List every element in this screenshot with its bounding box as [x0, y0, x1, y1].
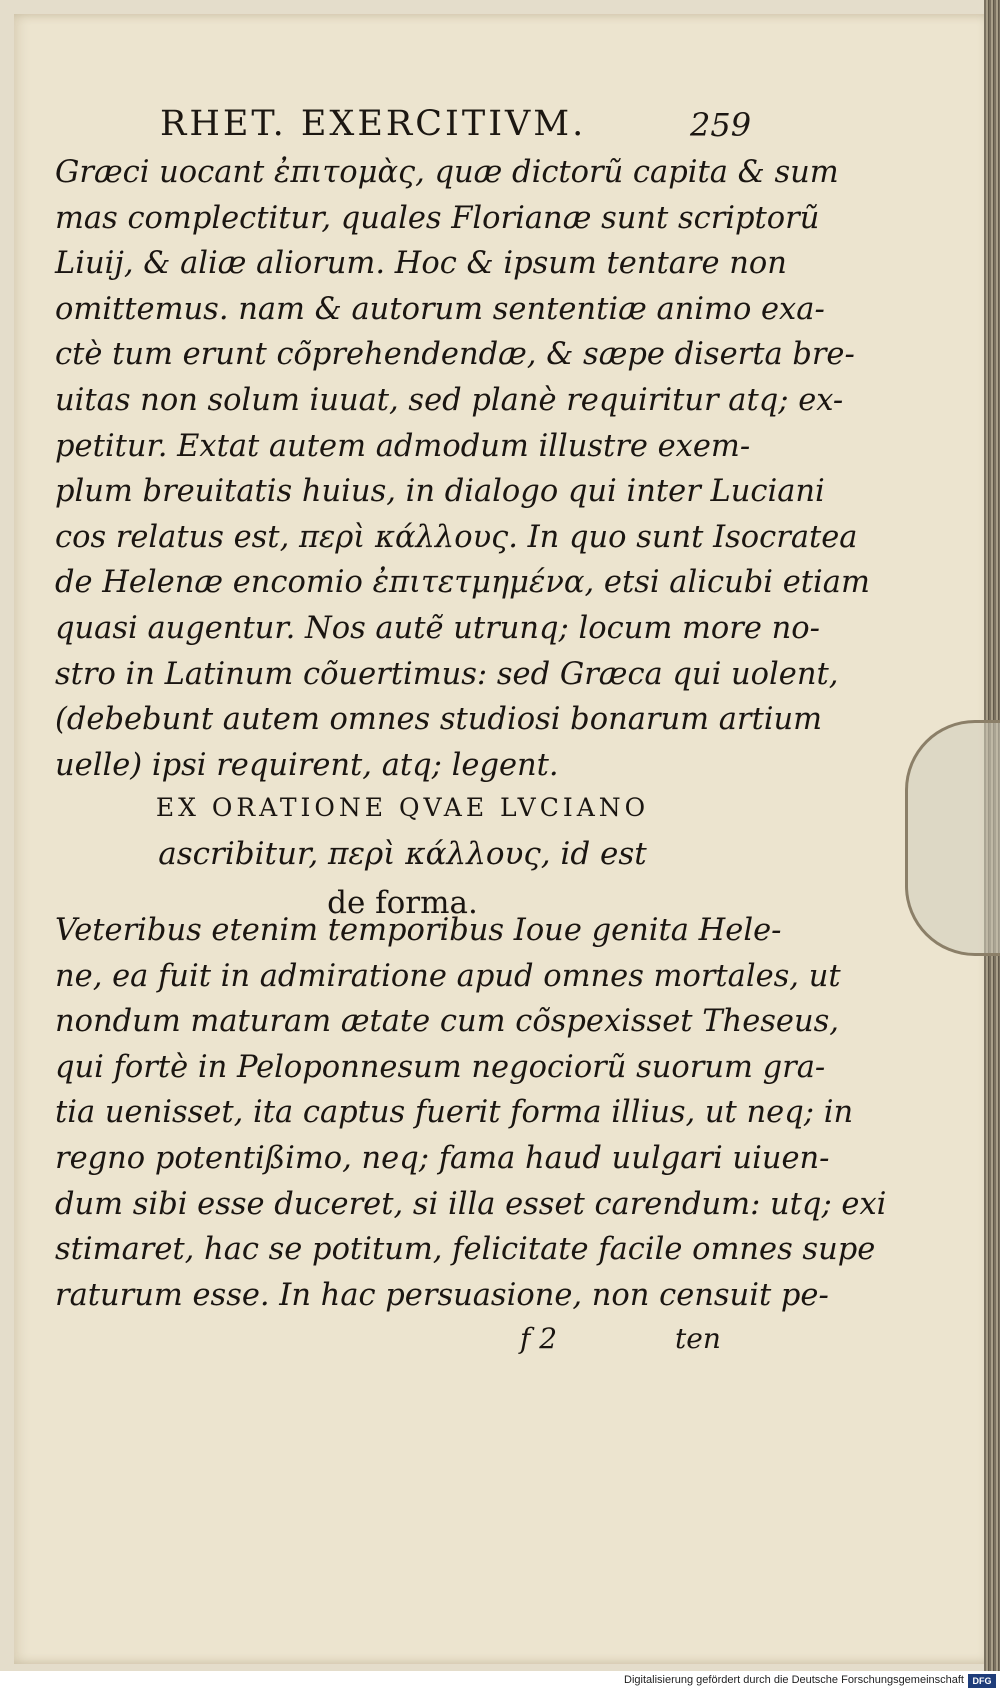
text-line: raturum esse. In hac persuasione, non censuit pe-: [55, 1277, 829, 1313]
section-heading-line3: de forma.: [327, 885, 478, 921]
text-line: (debebunt autem omnes studiosi bonarum artium: [55, 702, 823, 738]
page-number: 259: [690, 106, 752, 144]
text-line: cos relatus est, περὶ κάλλους. In quo sunt Isocratea: [55, 519, 858, 555]
text-line: uitas non solum iuuat, sed planè requiritur atq; ex-: [55, 382, 844, 418]
text-line: dum sibi esse duceret, si illa esset carendum: utq; exi: [55, 1186, 887, 1222]
signature-mark: f 2: [520, 1322, 558, 1355]
footer-credit: Digitalisierung gefördert durch die Deutsche Forschungsgemeinschaft: [624, 1674, 964, 1686]
text-line: ne, ea fuit in admiratione apud omnes mortales, ut: [55, 958, 841, 994]
section-heading-line1: EX ORATIONE QVAE LVCIANO: [155, 793, 650, 822]
text-line: stro in Latinum cõuertimus: sed Græca qui uolent,: [55, 656, 839, 692]
body-text-part2: [55, 908, 887, 1318]
running-head-title: RHET. EXERCITIVM.: [160, 104, 587, 144]
text-line: Liuij, & aliæ aliorum. Hoc & ipsum tentare non: [55, 246, 787, 282]
text-line: de Helenæ encomio ἐπιτετμημένα, etsi alicubi etiam: [55, 565, 870, 601]
text-line: nondum maturam ætate cum cõspexisset Theseus,: [55, 1004, 839, 1040]
catchword-line: [510, 1322, 740, 1362]
text-line: tia uenisset, ita captus fuerit forma illius, ut neq; in: [55, 1095, 854, 1131]
text-line: Veteribus etenim temporibus Ioue genita Hele-: [55, 913, 782, 948]
text-line: regno potentißimo, neq; fama haud uulgari uiuen-: [55, 1140, 830, 1176]
text-line: qui fortè in Peloponnesum negociorũ suorum gra-: [55, 1049, 826, 1085]
digitization-footer: [0, 1671, 1000, 1693]
text-line: stimaret, hac se potitum, felicitate facile omnes supe: [55, 1232, 876, 1268]
text-line: omittemus. nam & autorum sententiæ animo exa-: [55, 291, 825, 327]
text-line: quasi augentur. Nos autẽ utrunq; locum more no-: [55, 610, 820, 646]
section-heading-line2: ascribitur, περὶ κάλλους, id est: [158, 836, 647, 872]
running-head: [160, 104, 760, 150]
text-line: plum breuitatis huius, in dialogo qui inter Luciani: [55, 474, 825, 510]
catchword: ten: [675, 1322, 721, 1355]
page-clip: [905, 720, 1000, 956]
section-heading: [55, 786, 750, 928]
text-line: uelle) ipsi requirent, atq; legent.: [55, 747, 559, 783]
text-line: mas complectitur, quales Florianæ sunt scriptorũ: [55, 200, 820, 236]
text-line: Græci uocant ἐπιτομὰς, quæ dictorũ capita & sum: [55, 155, 839, 190]
text-line: ctè tum erunt cõprehendendæ, & sæpe diserta bre-: [55, 337, 855, 373]
text-line: petitur. Extat autem admodum illustre exem-: [55, 428, 751, 464]
body-text-part1: [55, 150, 870, 788]
dfg-logo: DFG: [968, 1674, 996, 1688]
